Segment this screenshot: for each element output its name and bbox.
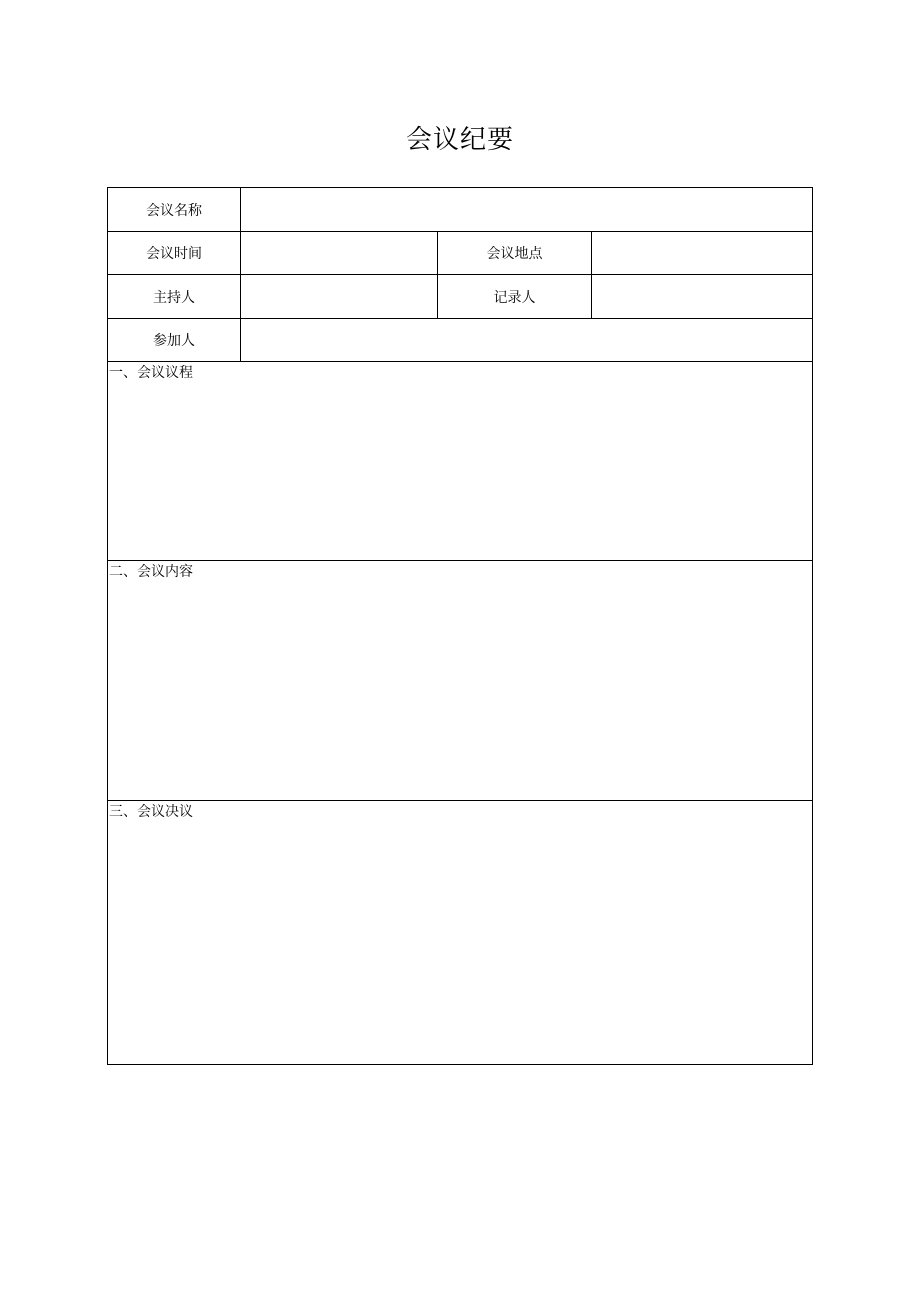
resolution-section-row <box>108 801 813 1065</box>
meeting-location-label: 会议地点 <box>438 232 592 275</box>
meeting-time-label: 会议时间 <box>108 232 241 275</box>
agenda-heading: 一、会议议程 <box>109 365 193 381</box>
content-section-row <box>108 561 813 801</box>
agenda-section[interactable] <box>108 362 813 561</box>
agenda-section-row <box>108 362 813 561</box>
host-recorder-row <box>108 275 813 319</box>
recorder-field[interactable] <box>592 275 813 319</box>
meeting-name-row <box>108 188 813 232</box>
meeting-name-field[interactable] <box>241 188 813 232</box>
resolution-section[interactable] <box>108 801 813 1065</box>
content-section[interactable] <box>108 561 813 801</box>
attendees-label: 参加人 <box>108 319 241 362</box>
attendees-field[interactable] <box>241 319 813 362</box>
meeting-time-field[interactable] <box>241 232 438 275</box>
meeting-name-label: 会议名称 <box>108 188 241 232</box>
meeting-time-location-row <box>108 232 813 275</box>
meeting-location-field[interactable] <box>592 232 813 275</box>
host-field[interactable] <box>241 275 438 319</box>
attendees-row <box>108 319 813 362</box>
meeting-minutes-form <box>107 187 813 1065</box>
host-label: 主持人 <box>108 275 241 319</box>
content-heading: 二、会议内容 <box>109 564 193 580</box>
resolution-heading: 三、会议决议 <box>109 804 193 820</box>
recorder-label: 记录人 <box>438 275 592 319</box>
page-title: 会议纪要 <box>405 125 514 155</box>
